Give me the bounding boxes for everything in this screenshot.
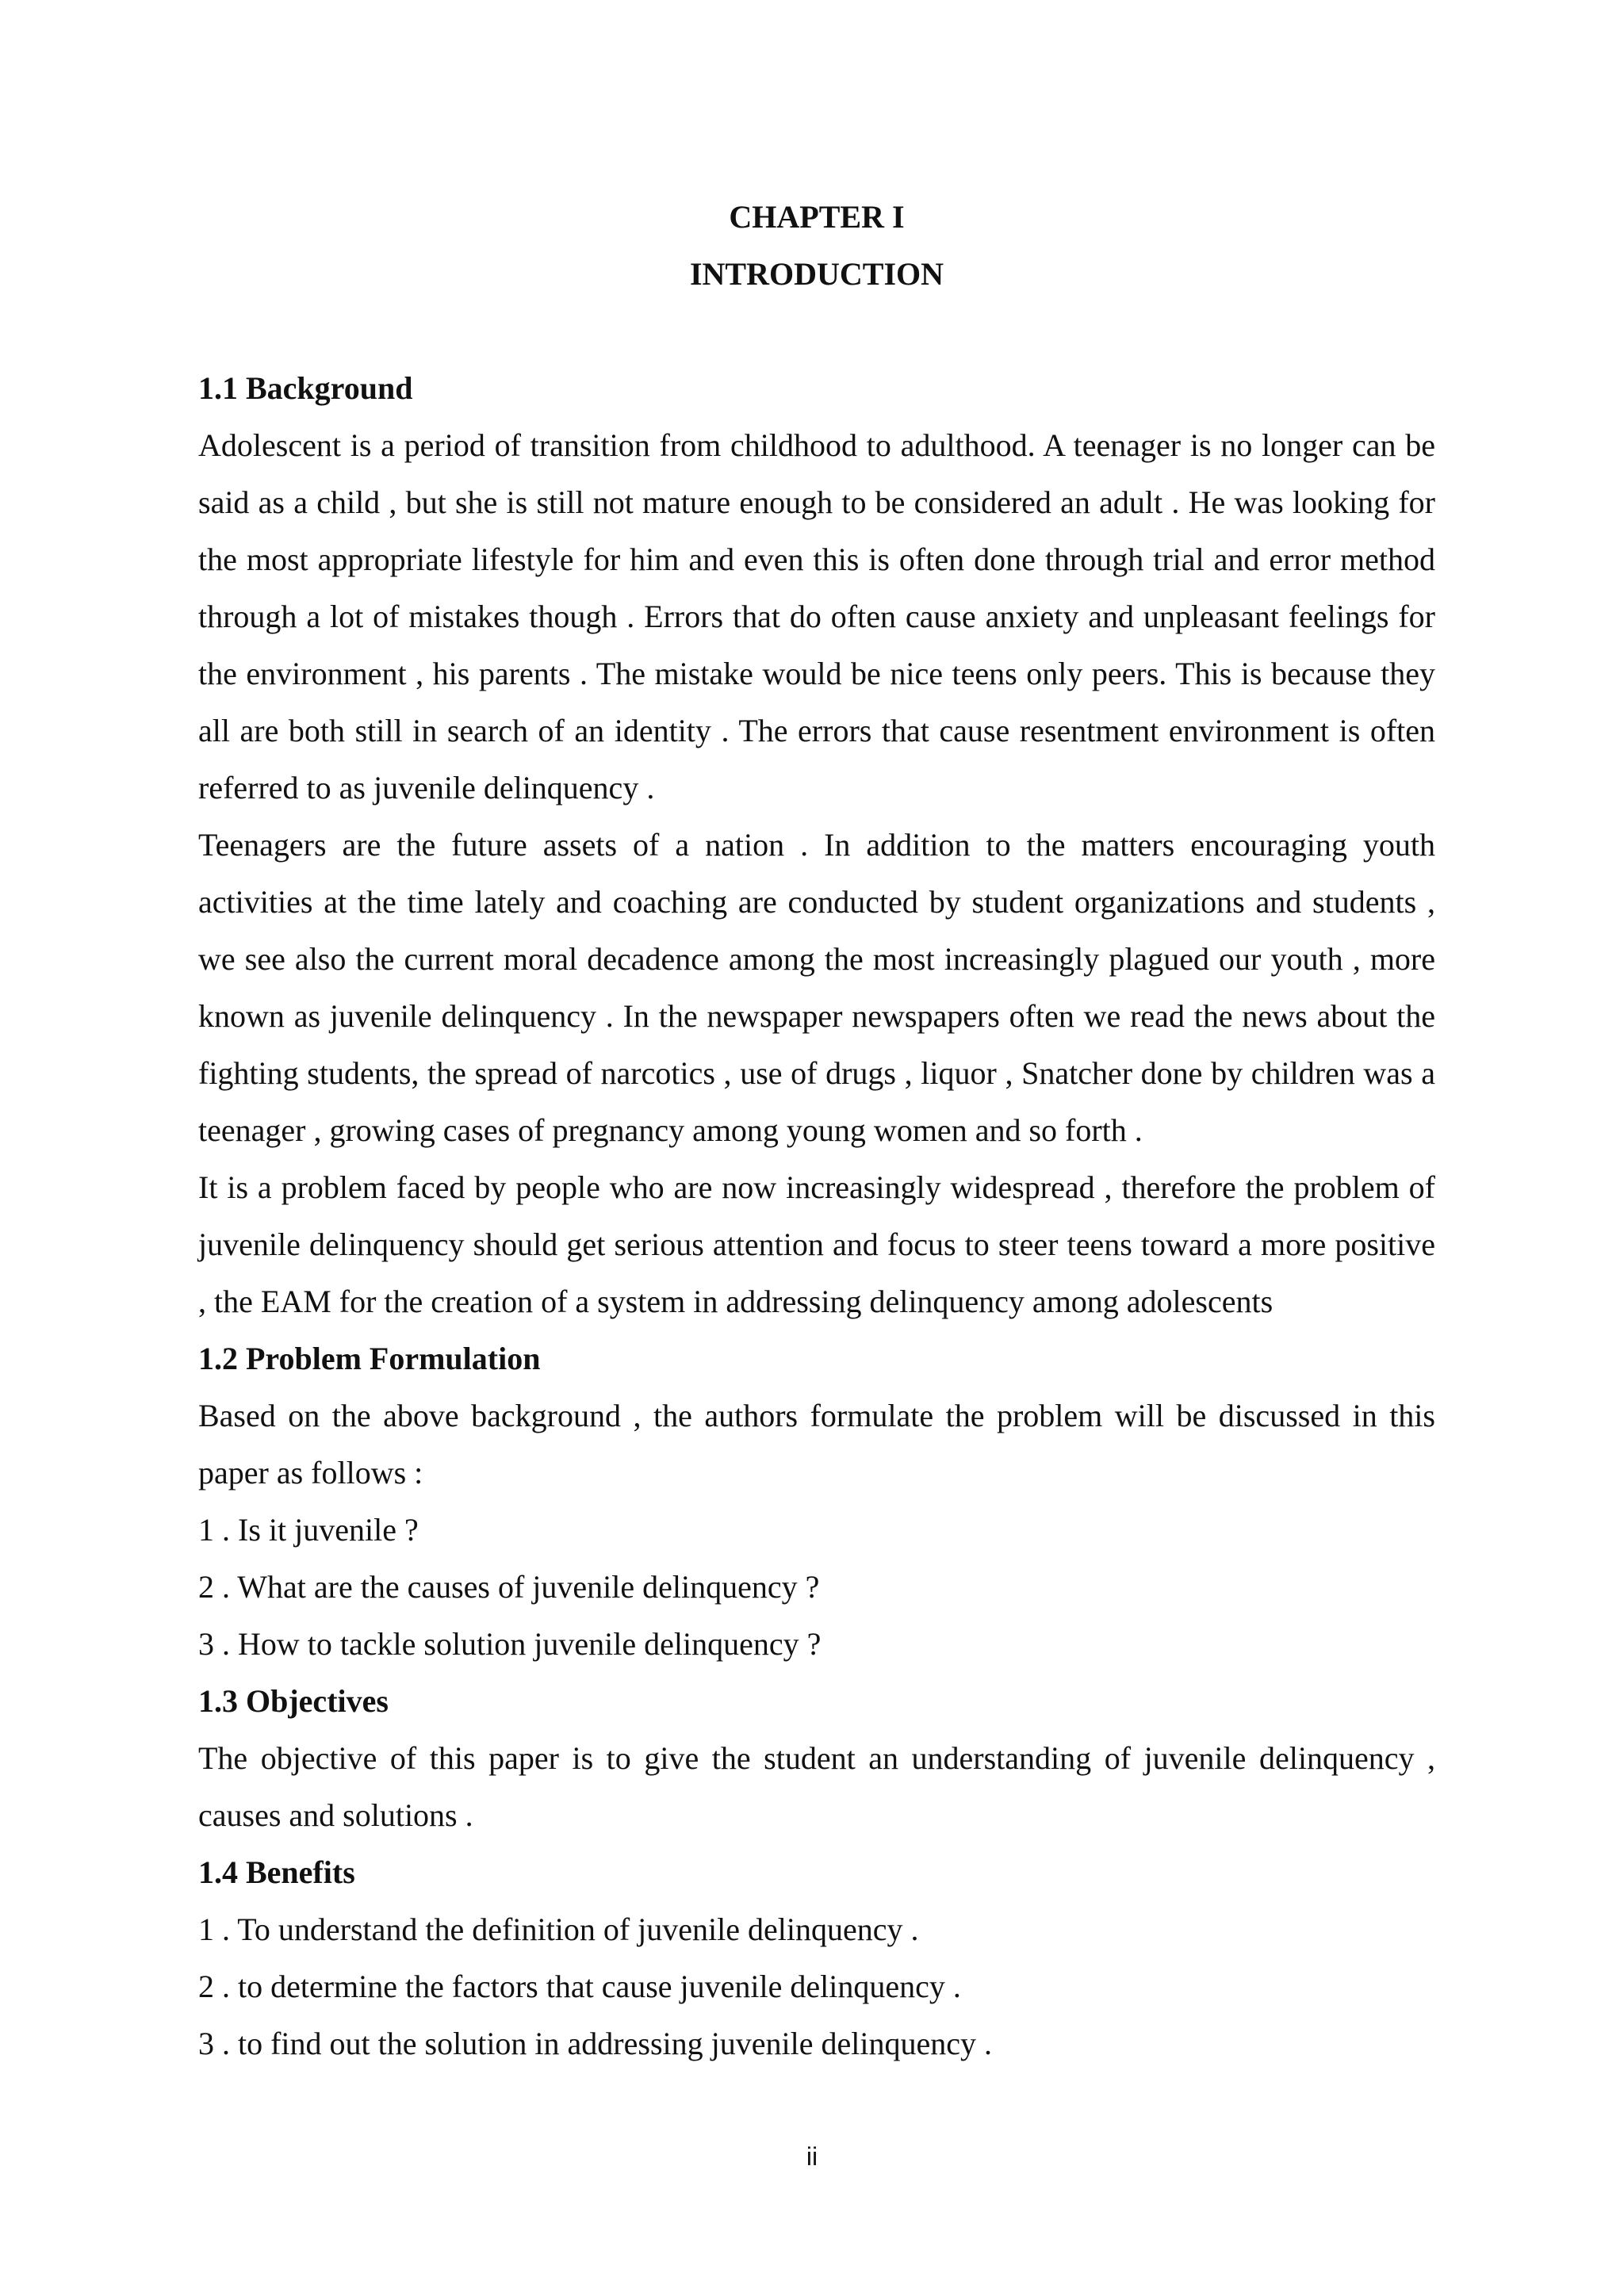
section-heading-problem-formulation: 1.2 Problem Formulation: [198, 1341, 541, 1376]
section-background: [198, 360, 1435, 1330]
problem-formulation-intro: Based on the above background , the authors formulate the problem will be discussed in this paper as follows :: [198, 1398, 1435, 1490]
problem-item-1: 1 . Is it juvenile ?: [198, 1512, 419, 1548]
chapter-title: INTRODUCTION: [689, 256, 944, 292]
section-heading-objectives: 1.3 Objectives: [198, 1683, 389, 1719]
objectives-text: The objective of this paper is to give the student an understanding of juvenile delinquency , causes and solutions .: [198, 1740, 1435, 1833]
section-heading-benefits: 1.4 Benefits: [198, 1854, 355, 1890]
benefit-item-3: 3 . to find out the solution in addressing juvenile delinquency .: [198, 2026, 992, 2061]
section-heading-background: 1.1 Background: [198, 370, 413, 406]
page-number: ii: [806, 2142, 818, 2171]
benefit-item-1: 1 . To understand the definition of juvenile delinquency .: [198, 1911, 919, 1947]
background-paragraph-3: It is a problem faced by people who are now increasingly widespread , therefore the problem of juvenile delinquency should get serious attention and focus to steer teens toward a more positive , the EAM for the creation of a system in addressing delinquency among adolescents: [198, 1169, 1435, 1319]
background-paragraph-1: Adolescent is a period of transition from childhood to adulthood. A teenager is no longer can be said as a child , but she is still not mature enough to be considered an adult . He was looking for the most appropriate lifestyle for him and even this is often done through trial and error method through a lot of mistakes though . Errors that do often cause anxiety and unpleasant feelings for the environment , his parents . The mistake would be nice teens only peers. This is because they all are both still in search of an identity . The errors that cause resentment environment is often referred to as juvenile delinquency .: [198, 427, 1435, 806]
section-benefits: [198, 1844, 1435, 2072]
problem-item-2: 2 . What are the causes of juvenile delinquency ?: [198, 1569, 820, 1605]
problem-item-3: 3 . How to tackle solution juvenile delinquency ?: [198, 1626, 822, 1662]
page-content: [198, 189, 1435, 2072]
spacer: [198, 303, 1435, 360]
section-objectives: [198, 1673, 1435, 1844]
benefit-item-2: 2 . to determine the factors that cause juvenile delinquency .: [198, 1969, 961, 2004]
background-paragraph-2: Teenagers are the future assets of a nation . In addition to the matters encouraging youth activities at the time lately and coaching are conducted by student organizations and students , we see also the current moral decadence among the most increasingly plagued our youth , more known as juvenile delinquency . In the newspaper newspapers often we read the news about the fighting students, the spread of narcotics , use of drugs , liquor , Snatcher done by children was a teenager , growing cases of pregnancy among young women and so forth .: [198, 827, 1435, 1148]
section-problem-formulation: [198, 1330, 1435, 1673]
chapter-number: CHAPTER I: [729, 199, 905, 235]
